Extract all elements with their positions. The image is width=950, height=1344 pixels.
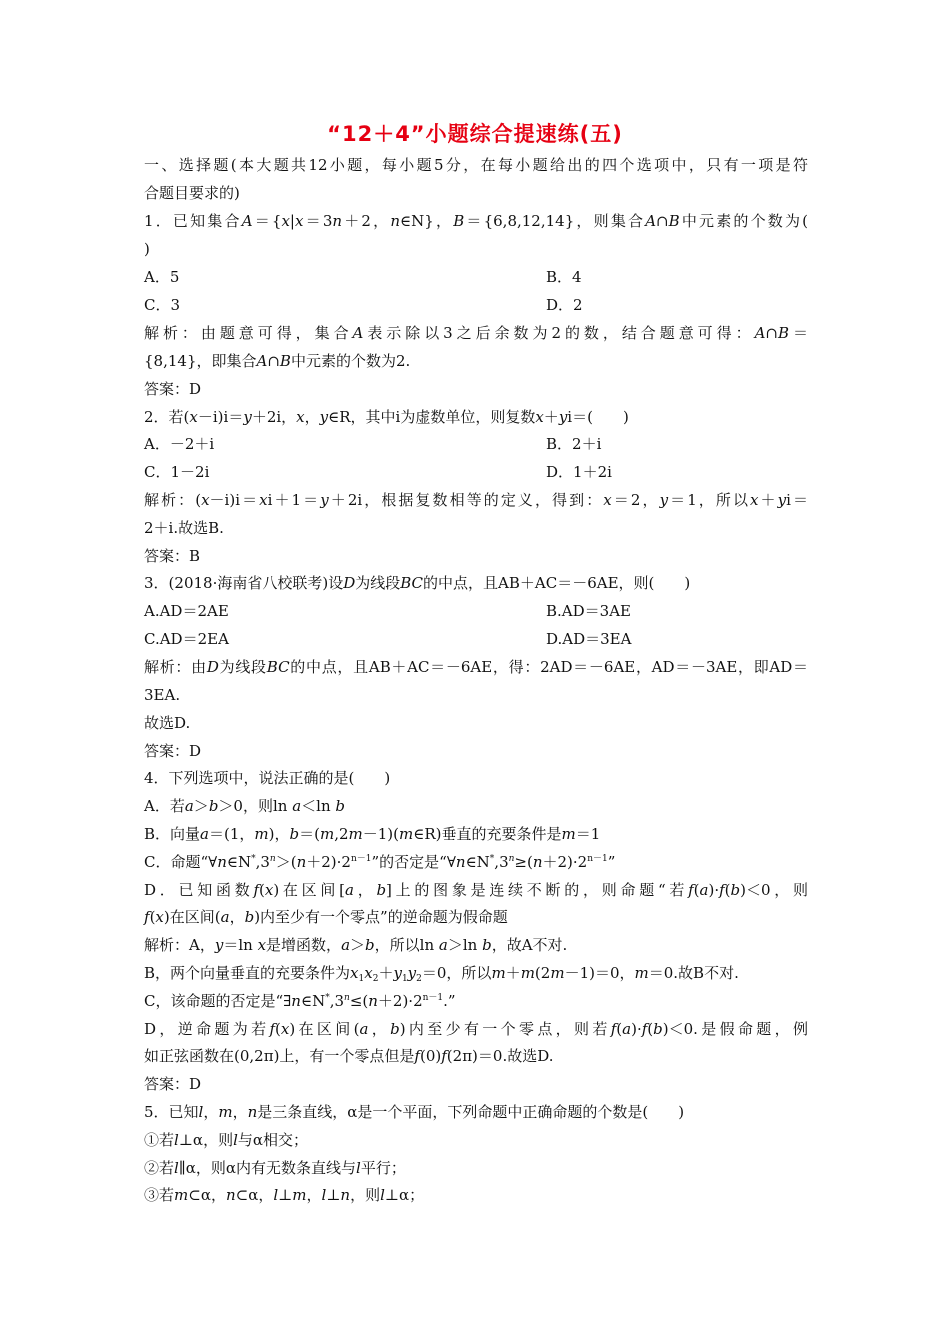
- q1-answer: 答案：D: [144, 380, 202, 398]
- q4-analysis-d-line-1: D，逆命题为若f(x)在区间(a，b)内至少有一个零点，则若f(a)·f(b)＜0.是假命题，例: [144, 1020, 808, 1038]
- q2-option-d: D．1＋2i: [546, 463, 612, 481]
- q1-option-a: A．5: [144, 268, 180, 286]
- q4-analysis-d-line-2: 如正弦函数在(0,2π)上，有一个零点但是f(0)f(2π)＝0.故选D.: [144, 1047, 554, 1065]
- q4-option-d-line-1: D．已知函数f(x)在区间[a，b]上的图象是连续不断的，则命题“若f(a)·f(b)＜0，则: [144, 881, 808, 899]
- q3-answer: 答案：D: [144, 742, 202, 760]
- q2-answer: 答案：B: [144, 547, 201, 565]
- q2-option-c: C．1－2i: [144, 463, 210, 481]
- q3-option-d: D.AD＝3EA: [546, 630, 632, 648]
- q2-option-a: A．－2＋i: [144, 435, 215, 453]
- q4-stem: 4．下列选项中，说法正确的是( ): [144, 769, 391, 787]
- q2-option-b: B．2＋i: [546, 435, 602, 453]
- q1-option-b: B．4: [546, 268, 582, 286]
- q2-analysis-line-2: 2＋i.故选B.: [144, 519, 224, 537]
- q3-option-a: A.AD＝2AE: [144, 602, 229, 620]
- q2-analysis-line-1: 解析：(x－i)i＝xi＋1＝y＋2i，根据复数相等的定义，得到：x＝2，y＝1，所以x＋yi＝: [144, 491, 808, 509]
- q1-analysis-line-1: 解析：由题意可得，集合A表示除以3之后余数为2的数，结合题意可得：A∩B＝: [144, 324, 808, 342]
- section-header-line-1: 一、选择题(本大题共12小题，每小题5分，在每小题给出的四个选项中，只有一项是符: [144, 156, 808, 174]
- q4-answer: 答案：D: [144, 1075, 202, 1093]
- q4-analysis-a: 解析：A，y＝ln x是增函数，a＞b，所以ln a＞ln b，故A不对.: [144, 936, 568, 954]
- q4-analysis-c: C，该命题的否定是“$\exists n\in N^*,3^n\le(n+2)\cdot 2^{n-1}$.”: [144, 992, 456, 1010]
- section-header-line-2: 合题目要求的): [144, 184, 240, 202]
- q3-option-b: B.AD＝3AE: [546, 602, 631, 620]
- q5-statement-3: ③若m⊂α，n⊂α，l⊥m，l⊥n，则l⊥α；: [144, 1186, 425, 1204]
- q1-stem: 1．已知集合A＝{x|x＝3n＋2，n∈N}，B＝{6,8,12,14}，则集合A∩B中元素的个数为(: [144, 212, 809, 230]
- q4-option-d-line-2: f(x)在区间(a，b)内至少有一个零点”的逆命题为假命题: [144, 908, 508, 926]
- q4-option-c: C．命题“$\forall n\in N^*,3^n>(n+2)\cdot 2^{n-1}$”的否定是“$\forall n\in N^*,3^n\ge(n+2)\cdot 2^{n-1}$”: [144, 853, 616, 871]
- q3-analysis-line-2: 3EA.: [144, 686, 181, 704]
- q3-analysis-line-1: 解析：由D为线段BC的中点，且AB＋AC＝－6AE，得：2AD＝－6AE，AD＝－3AE，即AD＝: [144, 658, 808, 676]
- q1-stem-close: ): [144, 240, 150, 258]
- page-title: “12＋4”小题综合提速练(五): [327, 122, 623, 146]
- q3-analysis-line-3: 故选D.: [144, 714, 191, 732]
- q3-stem: 3．(2018·海南省八校联考)设D为线段BC的中点，且AB＋AC＝－6AE，则( ): [144, 574, 691, 592]
- q1-option-c: C．3: [144, 296, 181, 314]
- q3-option-c: C.AD＝2EA: [144, 630, 229, 648]
- q4-analysis-b: B，两个向量垂直的充要条件为$x_1x_2+y_1y_2=0$，所以m＋m(2m－1)＝0，m＝0.故B不对.: [144, 964, 739, 984]
- q1-analysis-line-2: {8,14}，即集合A∩B中元素的个数为2.: [144, 352, 411, 370]
- q4-option-a: A．若a＞b＞0，则ln a＜ln b: [144, 797, 346, 815]
- q5-statement-1: ①若l⊥α，则l与α相交；: [144, 1131, 309, 1149]
- q5-stem: 5．已知l，m，n是三条直线，α是一个平面，下列命题中正确命题的个数是( ): [144, 1103, 685, 1121]
- q2-stem: 2．若(x－i)i＝y＋2i，x，y∈R，其中i为虚数单位，则复数x＋yi＝( ): [144, 408, 629, 426]
- q4-option-b: B．向量a＝(1，m)，b＝(m,2m－1)(m∈R)垂直的充要条件是m＝1: [144, 825, 601, 843]
- q1-option-d: D．2: [546, 296, 583, 314]
- q5-statement-2: ②若l∥α，则α内有无数条直线与l平行；: [144, 1159, 406, 1177]
